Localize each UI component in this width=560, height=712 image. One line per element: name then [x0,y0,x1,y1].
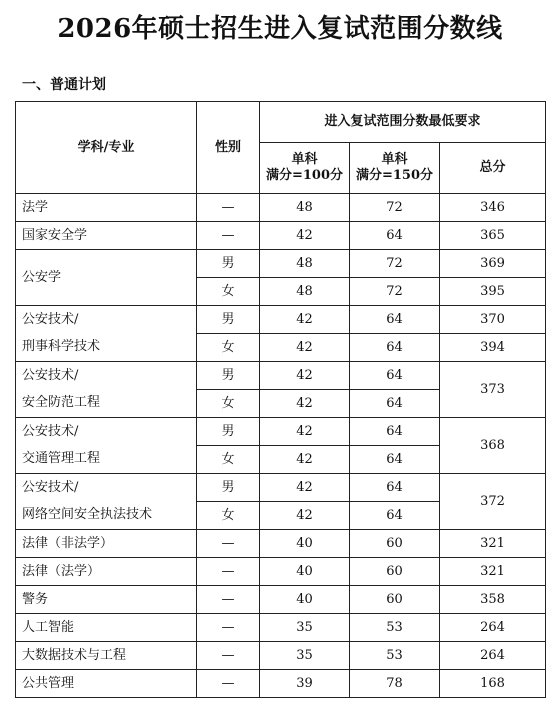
score-100-cell: 40 [260,530,350,558]
score-100-cell: 39 [260,670,350,698]
gender-cell: 男 [197,250,260,278]
table-row [16,530,546,558]
gender-cell: 女 [197,390,260,418]
table-row [16,586,546,614]
gender-cell: 女 [197,278,260,306]
total-cell: 395 [440,278,546,306]
score-150-cell: 60 [350,586,440,614]
total-cell: 370 [440,306,546,334]
gender-cell: 女 [197,446,260,474]
score-100-cell: 35 [260,642,350,670]
table-row [16,194,546,222]
subject-cell: 公安技术/ [16,306,197,334]
subject-cell: 安全防范工程 [16,390,197,418]
total-cell: 264 [440,614,546,642]
score-table [15,101,546,698]
subject-cell: 法律（法学） [16,558,197,586]
header-single-150-label: 单科 [381,152,408,167]
score-100-cell: 42 [260,446,350,474]
total-cell: 321 [440,530,546,558]
score-150-cell: 72 [350,278,440,306]
table-row [16,306,546,334]
score-100-cell: 48 [260,278,350,306]
section-heading: 一、普通计划 [22,77,106,93]
header-requirement: 进入复试范围分数最低要求 [260,102,546,143]
score-100-cell: 42 [260,502,350,530]
total-cell: 373 [440,362,546,418]
gender-cell: — [197,670,260,698]
score-150-cell: 64 [350,390,440,418]
table-row [16,334,546,362]
gender-cell: 男 [197,362,260,390]
score-150-cell: 72 [350,194,440,222]
score-100-cell: 42 [260,390,350,418]
total-cell: 372 [440,474,546,530]
total-cell: 168 [440,670,546,698]
table-row [16,418,546,446]
score-150-cell: 64 [350,222,440,250]
subject-cell: 公安技术/ [16,474,197,502]
score-150-cell: 64 [350,306,440,334]
score-150-cell: 64 [350,446,440,474]
total-cell: 369 [440,250,546,278]
table-row [16,222,546,250]
subject-cell: 公安技术/ [16,418,197,446]
header-subject: 学科/专业 [16,102,197,194]
total-cell: 358 [440,586,546,614]
score-100-cell: 42 [260,418,350,446]
score-150-cell: 53 [350,642,440,670]
score-100-cell: 48 [260,194,350,222]
gender-cell: 女 [197,502,260,530]
total-cell: 321 [440,558,546,586]
table-row [16,474,546,502]
total-cell: 368 [440,418,546,474]
subject-cell: 网络空间安全执法技术 [16,502,197,530]
gender-cell: — [197,530,260,558]
subject-cell: 公共管理 [16,670,197,698]
gender-cell: — [197,614,260,642]
score-100-cell: 42 [260,474,350,502]
total-cell: 365 [440,222,546,250]
header-single-100-label: 单科 [291,152,318,167]
gender-cell: 男 [197,474,260,502]
table-row [16,614,546,642]
score-100-cell: 42 [260,306,350,334]
header-single-100-full: 满分=100分 [265,168,344,183]
page-title: 2026年硕士招生进入复试范围分数线 [57,14,503,44]
table-row [16,642,546,670]
subject-cell: 国家安全学 [16,222,197,250]
header-total: 总分 [440,143,546,194]
score-100-cell: 40 [260,558,350,586]
total-cell: 264 [440,642,546,670]
score-150-cell: 53 [350,614,440,642]
header-single-100 [260,143,350,194]
score-150-cell: 64 [350,502,440,530]
gender-cell: — [197,222,260,250]
score-100-cell: 42 [260,362,350,390]
gender-cell: — [197,194,260,222]
subject-cell: 公安技术/ [16,362,197,390]
score-150-cell: 60 [350,558,440,586]
score-100-cell: 40 [260,586,350,614]
score-150-cell: 60 [350,530,440,558]
header-gender: 性别 [197,102,260,194]
subject-cell: 公安学 [16,250,197,306]
gender-cell: 女 [197,334,260,362]
subject-cell: 人工智能 [16,614,197,642]
subject-cell: 法学 [16,194,197,222]
header-single-150-full: 满分=150分 [355,168,434,183]
score-150-cell: 72 [350,250,440,278]
subject-cell: 法律（非法学） [16,530,197,558]
score-100-cell: 48 [260,250,350,278]
gender-cell: — [197,642,260,670]
subject-cell: 交通管理工程 [16,446,197,474]
table-row [16,250,546,278]
subject-cell: 大数据技术与工程 [16,642,197,670]
subject-cell: 刑事科学技术 [16,334,197,362]
gender-cell: 男 [197,306,260,334]
table-row [16,362,546,390]
score-150-cell: 64 [350,362,440,390]
score-100-cell: 42 [260,222,350,250]
score-100-cell: 35 [260,614,350,642]
gender-cell: — [197,586,260,614]
gender-cell: 男 [197,418,260,446]
header-single-150 [350,143,440,194]
score-100-cell: 42 [260,334,350,362]
gender-cell: — [197,558,260,586]
total-cell: 346 [440,194,546,222]
table-row [16,670,546,698]
score-150-cell: 64 [350,474,440,502]
total-cell: 394 [440,334,546,362]
score-150-cell: 78 [350,670,440,698]
score-150-cell: 64 [350,418,440,446]
score-150-cell: 64 [350,334,440,362]
table-row [16,558,546,586]
subject-cell: 警务 [16,586,197,614]
